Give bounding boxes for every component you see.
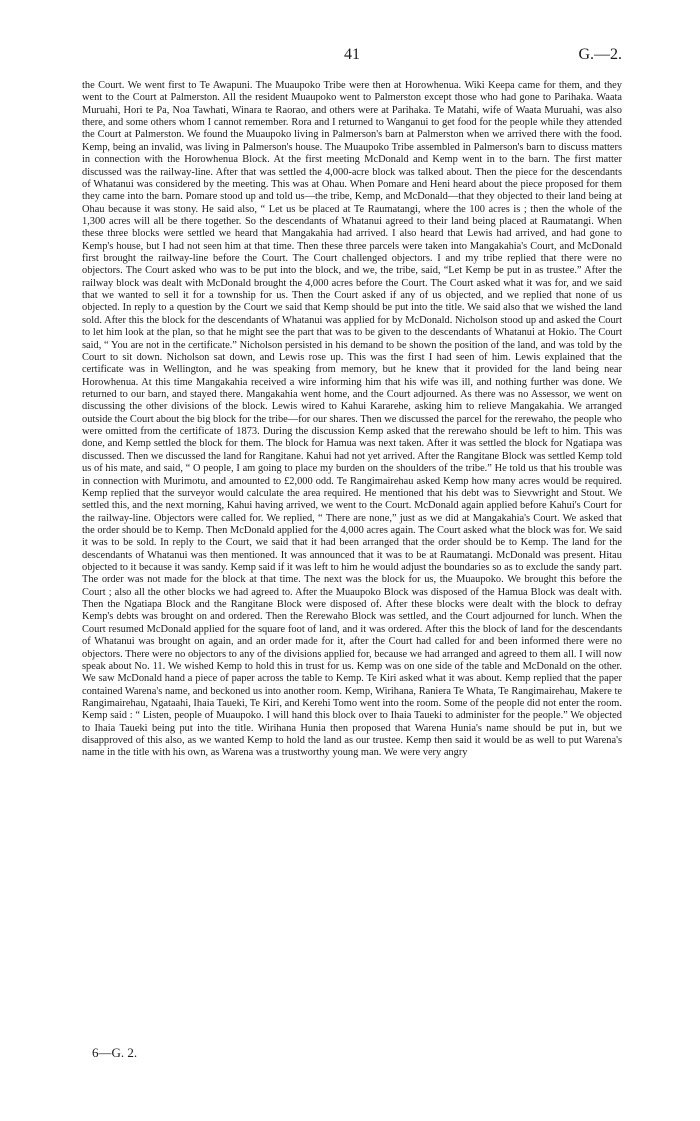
- body-text: [82, 80, 622, 1040]
- page-signature: 6—G. 2.: [92, 1045, 138, 1060]
- page-header: [82, 46, 622, 66]
- body-paragraph: the Court. We went first to Te Awapuni. The Muaupoko Tribe were then at Horowhenua. Wiki Keepa came for them, and they went to the Court at Palmerston. All the resident Muaupoko went to Palmerston except those who had gone to Parihaka. Waata Muruahi, Hori te Pa, Noa Tawhati, Winara te Raorao, and others were at Parihaka. Te Matahi, wife of Waata Muruahi, was also there, and some others whom I cannot remember. Rora and I returned to Wanganui to get food for the people while they attended the Court at Palmerston. We found the Muaupoko living in Palmerson's barn at Palmerston when we arrived there with the food. Kemp, being an invalid, was living in Palmerson's house. The Muaupoko Tribe assembled in Palmerson's barn to discuss matters in connection with the Horowhenua Block. At the first meeting McDonald and Kemp went in to the barn. The first matter discussed was the railway-line. After that was settled the 4,000-acre block was talked about. Then the piece for the descendants of Whatanui was considered by the meeting. This was at Ohau. When Pomare and Heni heard about the piece proposed for them they came into the barn. Pomare stood up and told us—the tribe, Kemp, and McDonald—that they objected to their land being at Ohau because it was stony. He said also, “ Let us be placed at Te Raumatangi, where the 100 acres is ; then the whole of the 1,300 acres will all be there together. So the descendants of Whatanui agreed to their land being placed at Raumatangi. When these three blocks were settled we heard that Mangakahia had arrived. I also heard that Lewis had arrived, and had gone to Kemp's house, but I had not seen him at that time. Then these three parcels were taken into Mangakahia's Court, and McDonald first brought the railway-line before the Court. The Court challenged objectors. I and my tribe replied that there were no objectors. The Court asked who was to be put into the block, and we, the tribe, said, “Let Kemp be put in as trustee.” After the railway block was dealt with McDonald brought the 4,000 acres before the Court. The Court asked what it was for, and we said that we wanted to sell it for a township for us. Then the Court asked if any of us objected, and we replied that none of us objected. In reply to a question by the Court we said that Kemp should be put into the title. We said also that we wished the land sold. After this the block for the descendants of Whatanui was applied for by McDonald. Nicholson stood up and asked the Court to let him look at the plan, so that he might see the part that was to be given to the descendants of Whatanui at Hokio. The Court said, “ You are not in the certificate.” Nicholson persisted in his demand to be shown the position of the land, and was told by the Court to sit down. Nicholson sat down, and Lewis rose up. This was the first I had seen of him. Lewis explained that the certificate was in Wellington, and he was speaking from memory, but he knew that it provided for the land being near Horowhenua. At this time Mangakahia received a wire informing him that his wife was ill, and nothing further was done. We returned to our barn, and stayed there. Mangakahia went home, and the Court adjourned. As there was no Assessor, we went on discussing the other divisions of the block. Lewis wired to Kahui Kararehe, asking him to relieve Mangakahia. We arranged outside the Court about the big block for the tribe—for our shares. Then we discussed the parcel for the rerewaho, the people who were omitted from the certificate of 1873. During the discussion Kemp asked that the rerewaho should be left to him. This was done, and Kemp settled the block for them. The block for Hamua was next taken. After it was settled the block for Ngatiapa was discussed. Then we discussed the land for Rangitane. Kahui had not yet arrived. After the Rangitane Block was settled Kemp told us of his mate, and said, “ O people, I am going to place my burden on the shoulders of the tribe.” He told us that his trouble was in connection with Murimotu, and amounted to £2,000 odd. Te Rangimairehau asked Kemp how many acres would be required. Kemp replied that the surveyor would calculate the area required. He mentioned that his debt was to Sievwright and Stout. We settled this, and the next morning, Kahui having arrived, we went to the Court. McDonald again applied before Kahui's Court for the railway-line. Objectors were called for. We replied, “ There are none,” just as we did at Mangakahia's Court. We asked that the order should be to Kemp. Then McDonald applied for the 4,000 acres again. The Court asked what the block was for. We said it was to be sold. In reply to the Court, we said that it had been arranged that the order should be to Kemp. The land for the descendants of Whatanui was then mentioned. It was announced that it was to be at Raumatangi. McDonald was present. Hitau objected to it because it was sandy. Kemp said if it was left to him he would adjust the boundaries so as to exclude the sandy part. The order was not made for the block at that time. The next was the block for us, the Muaupoko. We brought this before the Court ; also all the other blocks we had agreed to. After the Muaupoko Block was disposed of the Hamua Block was dealt with. Then the Ngatiapa Block and the Rangitane Block were disposed of. After these blocks were dealt with the block to defray Kemp's debts was brought on and ordered. Then the Rerewaho Block was settled, and the Court adjourned for lunch. When the Court resumed McDonald applied for the square foot of land, and it was ordered. After this the block of land for the descendants of Whatanui was brought on again, and an order made for it, after the Court had called for and been informed there were no objectors. There were no objectors to any of the divisions applied for, because we had arranged and agreed to them all. I will now speak about No. 11. We wished Kemp to hold this in trust for us. Kemp was on one side of the table and McDonald on the other. We saw McDonald hand a piece of paper across the table to Kemp. Te Kiri asked what it was about. Kemp replied that the paper contained Warena's name, and beckoned us into another room. Kemp, Wirihana, Raniera Te Whata, Te Rangimairehau, Makere te Rangimairehau, Ngataahi, Ihaia Taueki, Te Kiri, and Kerehi Tomo went into the room. Some of the people did not enter the room. Kemp said : “ Listen, people of Muaupoko. I will hand this block over to Ihaia Taueki to administer for the people.” We objected to Ihaia Taueki being put into the title. Wirihana Hunia then proposed that Warena Hunia's name should be put in, but we disapproved of this also, as we wanted Kemp to hold the land as our trustee. Kemp then said it would be as well to put Warena's name in the title with his own, as Warena was a trustworthy young man. We were very angry: [82, 80, 622, 759]
- page-number: 41: [344, 46, 360, 63]
- document-reference: G.—2.: [578, 46, 622, 63]
